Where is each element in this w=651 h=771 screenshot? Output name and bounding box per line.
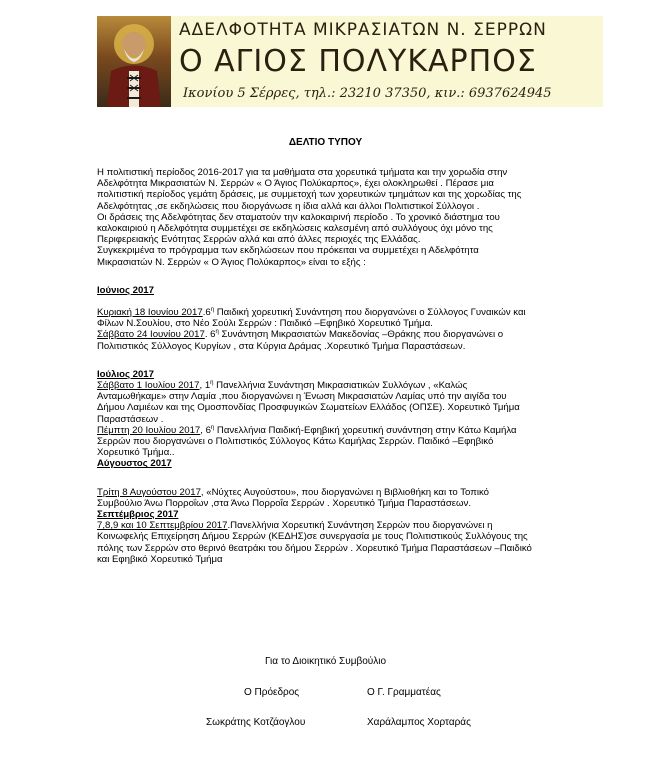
document-body [97, 167, 567, 565]
president-name: Σωκράτης Κοτζάογλου [206, 717, 306, 728]
month-heading-september: Σεπτέμβριος 2017 [97, 509, 179, 521]
contact-info: Ικονίου 5 Σέρρες, τηλ.: 23210 37350, κιν.: 6937624945 [183, 86, 552, 101]
event-entry: Πέμπτη 20 Ιουλίου 2017, $6^\eta$ Πανελλήνια Παιδική-Εφηβική χορευτική συνάντηση στην Κάτω Καμήλα [97, 424, 517, 436]
intro-line: Συγκεκριμένα το πρόγραμμα των εκδηλώσεων που πρόκειται να συμμετέχει η Αδελφότητα [97, 245, 479, 257]
event-text: Πολιτιστικός Σύλλογος Κυργίων , στα Κύργια Δράμας .Χορευτικό Τμήμα Παραστάσεων. [97, 340, 466, 352]
intro-line: πολιτιστική περίοδος γεμάτη δράσεις, με συμμετοχή των χορευτικών τμημάτων και της χορωδίας της [97, 189, 522, 201]
event-date: 7,8,9 και 10 Σεπτεμβρίου 2017 [97, 520, 228, 532]
secretary-role: Ο Γ. Γραμματέας [367, 687, 441, 698]
intro-line: Μικρασιατών Ν. Σερρών « Ο Άγιος Πολύκαρπος» είναι το εξής : [97, 256, 366, 268]
event-date: Σάββατο 24 Ιουνίου 2017 [97, 329, 205, 341]
intro-line: Αδελφότητα Μικρασιατών Ν. Σερρών « Ο Άγιος Πολύκαρπος», έχει ολοκληρωθεί . Πέρασε μια [97, 178, 494, 190]
intro-line: Περιφερειακής Ενότητας Σερρών αλλά και από άλλες περιοχές της Ελλάδας. [97, 234, 421, 246]
event-entry: Σάββατο 1 Ιουλίου 2017, $1^\eta$ Πανελλήνια Συνάντηση Μικρασιατικών Συλλόγων , «Καλώς [97, 379, 468, 392]
secretary-name: Χαράλαμπος Χορταράς [367, 717, 471, 728]
event-entry: Σάββατο 24 Ιουνίου 2017. $6^\eta$ Συνάντηση Μικρασιατών Μακεδονίας –Θράκης που διοργανώνει ο [97, 329, 504, 341]
intro-line: Οι δράσεις της Αδελφότητας δεν σταματούν την καλοκαιρινή περίοδο . Το χρονικό διάστημα του [97, 211, 500, 223]
event-text: Συμβούλιο Άνω Πορροΐων ,στα Άνω Πορροΐα Σερρών . Χορευτικό Τμήμα Παραστάσεων. [97, 497, 472, 509]
association-name: ΑΔΕΛΦΟΤΗΤΑ ΜΙΚΡΑΣΙΑΤΩΝ Ν. ΣΕΡΡΩΝ [179, 20, 547, 40]
document-title: ΔΕΛΤΙΟ ΤΥΠΟΥ [288, 137, 363, 148]
president-role: Ο Πρόεδρος [244, 687, 300, 698]
event-text: και Εφηβικό Χορευτικό Τμήμα [97, 553, 223, 565]
saint-icon-image [97, 16, 171, 107]
event-text: Φίλων Ν.Σουλίου, στο Νέο Σούλι Σερρών : Παιδικό –Εφηβικό Χορευτικό Τμήμα. [97, 318, 433, 330]
event-text: Παραστάσεων . [97, 413, 164, 425]
month-heading-august: Αύγουστος 2017 [97, 458, 172, 470]
saint-portrait-icon [97, 16, 171, 107]
event-date: Κυριακή 18 Ιουνίου 2017 [97, 307, 203, 319]
event-entry: Κυριακή 18 Ιουνίου $2017.6^\eta$ Παιδική χορευτική Συνάντηση που διοργανώνει ο Σύλλογος Γυναικών και [97, 306, 526, 319]
month-heading-july: Ιούλιος 2017 [97, 368, 154, 380]
event-date: Πέμπτη 20 Ιουλίου 2017 [97, 424, 201, 436]
event-entry: Τρίτη 8 Αυγούστου 2017, «Νύχτες Αυγούστου», που διοργανώνει η Βιβλιοθήκη και το Τοπικό [97, 486, 490, 498]
event-date: Τρίτη 8 Αυγούστου 2017 [97, 486, 201, 498]
intro-line: Αδελφότητας ,σε εκδηλώσεις που διοργάνωσε η ίδια αλλά και άλλοι Πολιτιστικοί Σύλλογοι . [97, 200, 480, 212]
event-text: Σερρών που διοργανώνει ο Πολιτιστικός Σύλλογος Κάτω Καμήλας Σερρών. Παιδικό –Εφηβικό [97, 436, 494, 448]
intro-line: Η πολιτιστική περίοδος 2016-2017 για τα μαθήματα στα χορευτικά τμήματα και την χορωδία στην [97, 167, 508, 178]
event-text: πόλης των Σερρών στο θερινό θεατράκι του δήμου Σερρών . Χορευτικό Τμήμα Παραστάσεων –Παιδικό [97, 542, 532, 554]
event-text: Χορευτικό Τμήμα.. [97, 447, 175, 459]
month-heading-june: Ιούνιος 2017 [97, 284, 154, 296]
event-date: Σάββατο 1 Ιουλίου 2017 [97, 380, 200, 392]
event-text: Δήμου Λαμιέων και της Ομοσπονδίας Προσφυγικών Σωματείων Ελλάδος (ΟΠΣΕ). Χορευτικό Τμήμα [97, 402, 520, 414]
event-text: Κοινωφελής Επιχείρηση Δήμου Σερρών (ΚΕΔΗΣ)σε συνεργασία με τους Πολιτιστικούς Συλλόγους της [97, 531, 528, 543]
event-entry: 7,8,9 και 10 Σεπτεμβρίου 2017.Πανελλήνια Χορευτική Συνάντηση Σερρών που διοργανώνει η [97, 520, 493, 532]
association-subtitle: Ο ΑΓΙΟΣ ΠΟΛΥΚΑΡΠΟΣ [179, 44, 537, 79]
intro-line: καλοκαιριού η Αδελφότητα συμμετέχει σε εκδηλώσεις καλεσμένη από συλλόγους όχι μόνο της [97, 223, 493, 235]
board-signature-heading: Για το Διοικητικό Συμβούλιο [264, 656, 387, 667]
event-text: Ανταμωθήκαμε» στην Λαμία ,που διοργανώνει η Ένωση Μικρασιατών Λαμίας υπό την αιγίδα του [97, 391, 507, 403]
header-banner [97, 16, 603, 107]
